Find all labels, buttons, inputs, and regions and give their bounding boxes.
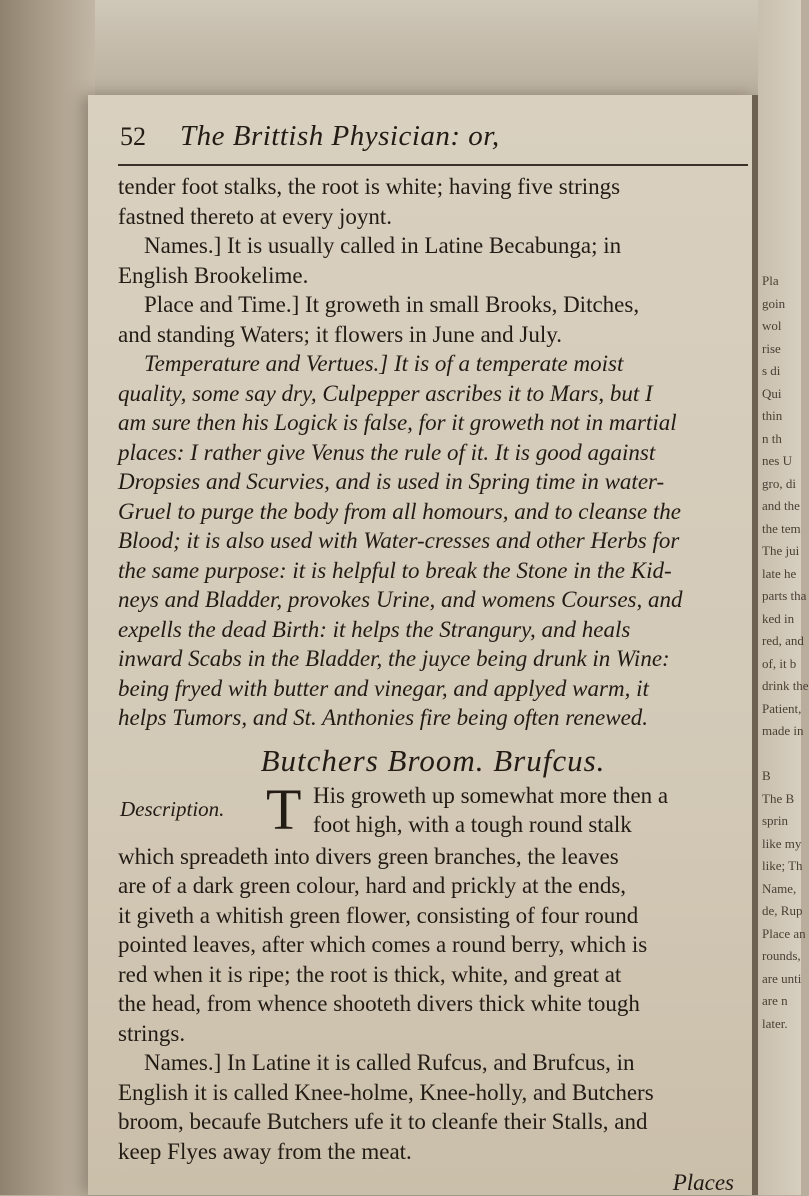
adjacent-text-fragment: are n bbox=[762, 993, 788, 1008]
text-line: strings. bbox=[118, 1020, 186, 1046]
page-number: 52 bbox=[120, 122, 146, 151]
adjacent-text-fragment: red, and bbox=[762, 633, 804, 648]
adjacent-text-fragment bbox=[762, 743, 809, 766]
adjacent-page-text bbox=[762, 270, 809, 1035]
adjacent-text-fragment: s di bbox=[762, 363, 781, 378]
adjacent-text-fragment: sprin bbox=[762, 813, 788, 828]
adjacent-text-fragment: the tem bbox=[762, 520, 801, 536]
adjacent-text-fragment: de, Rup bbox=[762, 903, 803, 918]
side-label-description: Description. bbox=[120, 796, 225, 821]
paragraph-names-2 bbox=[118, 1048, 748, 1166]
paragraph-place-time bbox=[118, 290, 748, 349]
adjacent-text-fragment: nes U bbox=[762, 453, 792, 468]
text-line: and standing Waters; it flowers in June and July. bbox=[118, 321, 563, 347]
text-line: Names.] It is usually called in Latine Becabunga; in bbox=[144, 233, 622, 258]
adjacent-text-fragment: Patient, bbox=[762, 700, 802, 716]
text-line: red when it is ripe; the root is thick, white, and great at bbox=[118, 961, 622, 987]
catchword: Places bbox=[672, 1170, 734, 1195]
adjacent-text-fragment: of, it b bbox=[762, 655, 797, 671]
text-line: Temperature and Vertues.] It is of a temperate moist bbox=[144, 351, 624, 376]
text-line: broom, becaufe Butchers ufe it to cleanfe their Stalls, and bbox=[118, 1109, 648, 1134]
adjacent-text-fragment: The B bbox=[762, 790, 795, 806]
running-title: The Brittish Physician: or, bbox=[180, 120, 500, 152]
text-line: foot high, with a tough round stalk bbox=[313, 811, 632, 837]
adjacent-text-fragment: thin bbox=[762, 408, 783, 423]
adjacent-text-fragment: made in bbox=[762, 723, 804, 738]
text-line: Blood; it is also used with Water-cresses and other Herbs for bbox=[118, 528, 680, 553]
book-binding bbox=[0, 0, 95, 1195]
adjacent-text-fragment: B bbox=[762, 768, 771, 783]
paragraph-names bbox=[118, 231, 748, 290]
drop-cap: T bbox=[266, 776, 302, 842]
text-line: am sure then his Logick is false, for it groweth not in martial bbox=[118, 410, 677, 435]
text-line: inward Scabs in the Bladder, the juyce being drunk in Wine: bbox=[118, 646, 670, 671]
adjacent-text-fragment: wol bbox=[762, 318, 782, 333]
adjacent-text-fragment: late he bbox=[762, 565, 797, 581]
paragraph-description bbox=[118, 842, 748, 1049]
adjacent-text-fragment: goin bbox=[762, 295, 786, 311]
text-line: being fryed with butter and vinegar, and applyed warm, it bbox=[118, 675, 649, 701]
adjacent-text-fragment: Place an bbox=[762, 925, 806, 941]
page-content bbox=[118, 120, 748, 1196]
adjacent-text-fragment: rise bbox=[762, 340, 781, 356]
description-opening bbox=[118, 776, 748, 842]
text-line: the head, from whence shooteth divers thick white tough bbox=[118, 991, 640, 1016]
text-line: the same purpose: it is helpful to break the Stone in the Kid- bbox=[118, 557, 672, 583]
adjacent-text-fragment: drink the bbox=[762, 678, 809, 693]
text-line: expells the dead Birth: it helps the Strangury, and heals bbox=[118, 616, 631, 642]
section-heading: Butchers Broom. Brufcus. bbox=[260, 742, 606, 778]
text-line: it giveth a whitish green flower, consisting of four round bbox=[118, 902, 639, 928]
text-line: places: I rather give Venus the rule of it. It is good against bbox=[118, 439, 656, 465]
text-line: keep Flyes away from the meat. bbox=[118, 1138, 412, 1164]
text-line: helps Tumors, and St. Anthonies fire being often renewed. bbox=[118, 705, 649, 730]
text-line: which spreadeth into divers green branches, the leaves bbox=[118, 843, 619, 869]
adjacent-text-fragment: like my bbox=[762, 835, 802, 851]
paragraph-temperature bbox=[118, 349, 748, 733]
adjacent-text-fragment: Name, bbox=[762, 880, 797, 896]
adjacent-text-fragment: parts tha bbox=[762, 588, 807, 603]
text-line: Gruel to purge the body from all homours, and to cleanse the bbox=[118, 498, 682, 524]
text-line: His groweth up somewhat more then a bbox=[313, 782, 669, 808]
paragraph-description-cont bbox=[118, 172, 748, 231]
adjacent-text-fragment: gro, di bbox=[762, 475, 796, 491]
adjacent-text-fragment: Qui bbox=[762, 385, 782, 401]
adjacent-page-edge bbox=[758, 0, 809, 1195]
running-head bbox=[118, 120, 748, 166]
text-line: Names.] In Latine it is called Rufcus, and Brufcus, in bbox=[144, 1050, 635, 1075]
adjacent-text-fragment: rounds, bbox=[762, 948, 801, 963]
text-line: pointed leaves, after which comes a round berry, which is bbox=[118, 932, 648, 957]
adjacent-text-fragment: later. bbox=[762, 1015, 788, 1031]
text-line: fastned thereto at every joynt. bbox=[118, 203, 392, 229]
adjacent-text-fragment: Pla bbox=[762, 273, 779, 288]
adjacent-text-fragment: The jui bbox=[762, 543, 800, 558]
adjacent-text-fragment: n th bbox=[762, 430, 782, 446]
adjacent-text-fragment: like; Th bbox=[762, 858, 803, 873]
text-line: English it is called Knee-holme, Knee-holly, and Butchers bbox=[118, 1079, 654, 1105]
text-line: Dropsies and Scurvies, and is used in Spring time in water- bbox=[118, 469, 665, 494]
text-line: quality, some say dry, Culpepper ascribes it to Mars, but I bbox=[118, 380, 653, 406]
text-line: are of a dark green colour, hard and prickly at the ends, bbox=[118, 873, 627, 898]
text-line: Place and Time.] It groweth in small Brooks, Ditches, bbox=[144, 292, 640, 317]
text-line: tender foot stalks, the root is white; having five strings bbox=[118, 174, 621, 199]
adjacent-text-fragment: ked in bbox=[762, 610, 795, 626]
adjacent-text-fragment: are unti bbox=[762, 970, 802, 986]
text-line: English Brookelime. bbox=[118, 262, 309, 288]
text-line: neys and Bladder, provokes Urine, and womens Courses, and bbox=[118, 587, 683, 612]
adjacent-text-fragment: and the bbox=[762, 498, 800, 513]
